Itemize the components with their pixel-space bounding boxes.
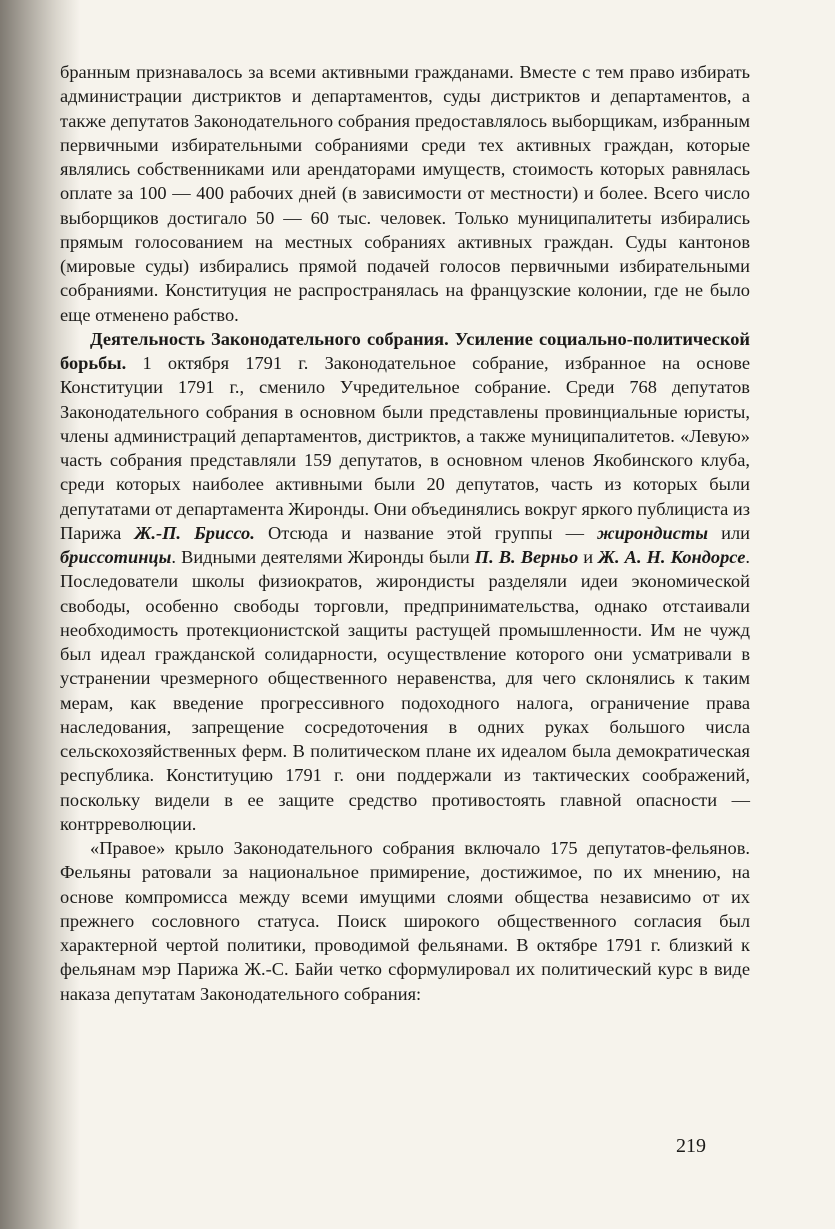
term-girondins: жирондисты xyxy=(597,522,709,543)
page-number: 219 xyxy=(676,1135,706,1157)
paragraph-2-text-5: и xyxy=(578,547,599,567)
paragraph-2-text-3: или xyxy=(708,522,750,543)
paragraph-2 xyxy=(60,327,750,836)
paragraph-2-text-6: . Последователи школы физиократов, жирондисты разделяли идеи экономической свободы, особенно свободы торговли, предпринимательства, однако отстаивали необходимость протекционистской защиты растущей промышленности. Им не чужд был идеал гражданской солидарности, осуществление которого они усматривали в устранении чрезмерного общественного неравенства, для чего склонялись к таким мерам, как введение прогрессивного подоходного налога, ограничение права наследования, запрещение сосредоточения в одних руках большого числа сельскохозяйственных ферм. В политическом плане их идеалом была демократическая республика. Конституцию 1791 г. они поддержали из тактических соображений, поскольку видели в ее защите средство противостоять главной опасности — контрреволюции. xyxy=(60,547,750,834)
paragraph-3: «Правое» крыло Законодательного собрания включало 175 депутатов-фельянов. Фельяны ратовали за национальное примирение, достижимое, по их мнению, на основе компромисса между всеми имущими слоями общества независимо от их прежнего сословного статуса. Поиск широкого общественного согласия был характерной чертой политики, проводимой фельянами. В октябре 1791 г. близкий к фельянам мэр Парижа Ж.-С. Байи четко сформулировал их политический курс в виде наказа депутатам Законодательного собрания: xyxy=(60,838,750,1004)
page-text xyxy=(60,60,750,1006)
paragraph-2-text-2: Отсюда и название этой группы — xyxy=(254,522,598,543)
person-name-vergniaud: П. В. Верньо xyxy=(474,547,579,567)
paragraph-2-text-4: . Видными деятелями Жиронды были xyxy=(171,547,475,567)
paragraph-2-text-1: 1 октября 1791 г. Законодательное собрание, избранное на основе Конституции 1791 г., сменило Учредительное собрание. Среди 768 депутатов Законодательного собрания в основном были представлены провинциальные юристы, члены администраций департаментов, дистриктов, а также муниципалитетов. «Левую» часть собрания представляли 159 депутатов, в основном членов Якобинского клуба, среди которых наиболее активными были 20 депутатов, часть из которых были депутатами от департамента Жиронды. Они объединялись вокруг яркого публициста из Парижа xyxy=(60,353,750,543)
term-brissotins: бриссотинцы xyxy=(60,547,172,567)
section-heading: Деятельность Законодательного собрания. Усиление социально-политической борьбы. xyxy=(60,328,750,373)
person-name-brissot: Ж.-П. Бриссо. xyxy=(134,522,255,543)
paragraph-1: бранным признавалось за всеми активными гражданами. Вместе с тем право избирать администрации дистриктов и департаментов, суды дистриктов и департаментов, а также депутатов Законодательного собрания предоставлялось выборщикам, избранным первичными избирательными собраниями среди тех активных граждан, которые являлись собственниками или арендаторами имуществ, стоимость которых равнялась оплате за 100 — 400 рабочих дней (в зависимости от местности) и более. Всего число выборщиков достигало 50 — 60 тыс. человек. Только муниципалитеты избирались прямым голосованием на местных собраниях активных граждан. Суды кантонов (мировые суды) избирались прямой подачей голосов первичными избирательными собраниями. Конституция не распространялась на французские колонии, где не было еще отменено рабство. xyxy=(60,62,750,325)
person-name-condorcet: Ж. А. Н. Кондорсе xyxy=(598,547,746,567)
